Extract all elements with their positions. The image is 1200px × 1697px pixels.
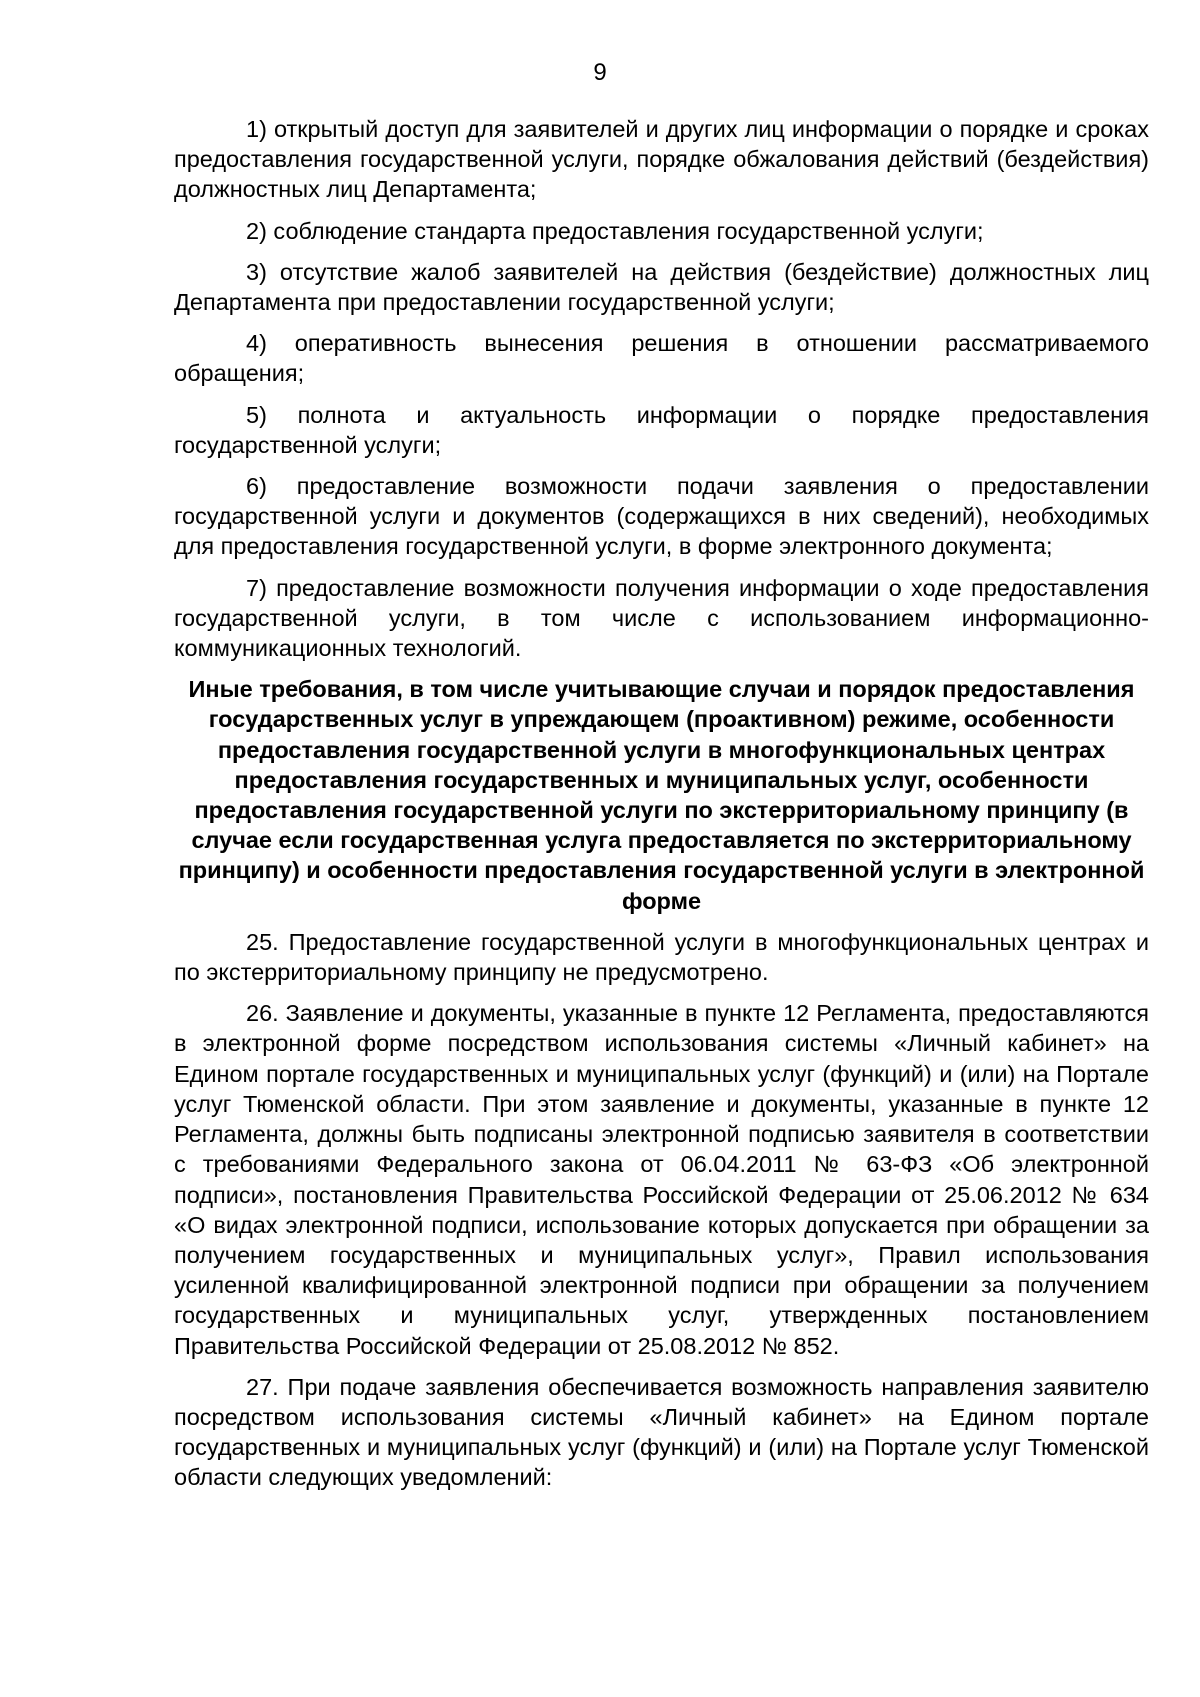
paragraph-item-7: 7) предоставление возможности получения информации о ходе предоставления государственной услуги, в том числе с использованием информационно-коммуникационных технологий.: [174, 574, 1149, 662]
page-number: 9: [593, 59, 607, 86]
section-heading: Иные требования, в том числе учитывающие случаи и порядок предоставления государственных услуг в упреждающем (проактивном) режиме, особенности предоставления государственной услуги в многофункциональных центрах предоставления государственных и муниципальных услуг, особенности предоставления государственной услуги по экстерриториальному принципу (в случае если государственная услуга предоставляется по экстерриториальному принципу) и особенности предоставления государственной услуги в электронной форме: [178, 676, 1145, 914]
paragraph-26: 26. Заявление и документы, указанные в пункте 12 Регламента, предоставляются в электронной форме посредством использования системы «Личный кабинет» на Едином портале государственных и муниципальных услуг (функций) и (или) на Портале услуг Тюменской области. При этом заявление и документы, указанные в пункте 12 Регламента, должны быть подписаны электронной подписью заявителя в соответствии с требованиями Федерального закона от 06.04.2011 № 63-ФЗ «Об электронной подписи», постановления Правительства Российской Федерации от 25.06.2012 № 634 «О видах электронной подписи, использование которых допускается при обращении за получением государственных и муниципальных услуг», Правил использования усиленной квалифицированной электронной подписи при обращении за получением государственных и муниципальных услуг, утвержденных постановлением Правительства Российской Федерации от 25.08.2012 № 852.: [174, 1000, 1149, 1359]
document-body: [174, 114, 1149, 1504]
paragraph-item-3: 3) отсутствие жалоб заявителей на действия (бездействие) должностных лиц Департамента при предоставлении государственной услуги;: [174, 258, 1149, 316]
paragraph-item-5: 5) полнота и актуальность информации о порядке предоставления государственной услуги;: [174, 401, 1149, 458]
paragraph-25: 25. Предоставление государственной услуги в многофункциональных центрах и по экстерриториальному принципу не предусмотрено.: [174, 928, 1149, 986]
paragraph-item-1: 1) открытый доступ для заявителей и других лиц информации о порядке и сроках предоставления государственной услуги, порядке обжалования действий (бездействия) должностных лиц Департамента;: [174, 116, 1149, 203]
paragraph-item-4: 4) оперативность вынесения решения в отношении рассматриваемого обращения;: [174, 330, 1149, 387]
paragraph-item-2: 2) соблюдение стандарта предоставления государственной услуги;: [246, 217, 984, 244]
paragraph-item-6: 6) предоставление возможности подачи заявления о предоставлении государственной услуги и документов (содержащихся в них сведений), необходимых для предоставления государственной услуги, в форме электронного документа;: [174, 473, 1149, 560]
paragraph-27: 27. При подаче заявления обеспечивается возможность направления заявителю посредством использования системы «Личный кабинет» на Едином портале государственных и муниципальных услуг (функций) и (или) на Портале услуг Тюменской области следующих уведомлений:: [174, 1373, 1149, 1491]
